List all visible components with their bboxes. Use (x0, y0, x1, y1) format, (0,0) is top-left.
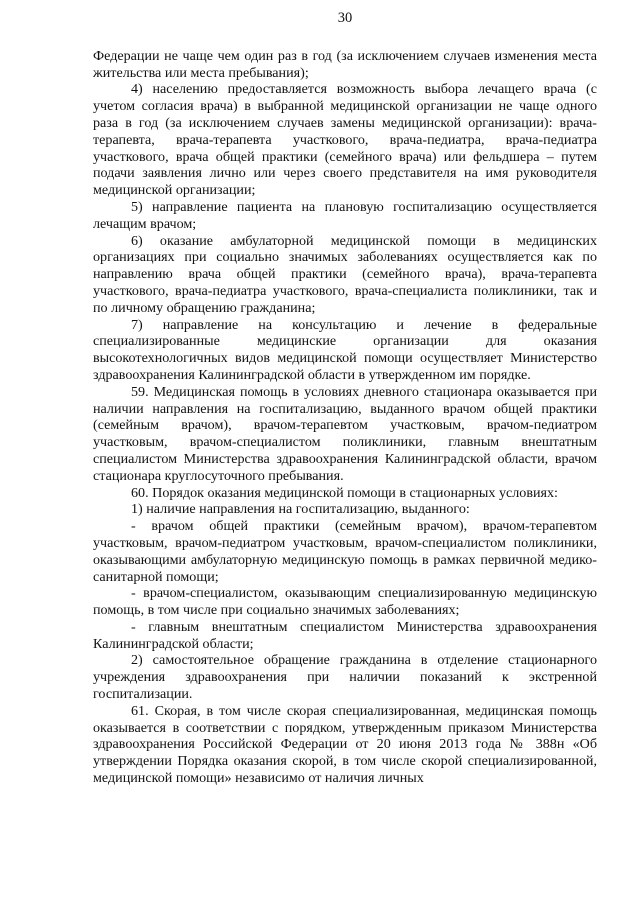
paragraph-item-5: 5) направление пациента на плановую госпитализацию осуществляется лечащим врачом; (93, 198, 597, 232)
paragraph-section-60-item-1: 1) наличие направления на госпитализацию, выданного: (131, 501, 470, 518)
paragraph-dash-item-3: - главным внештатным специалистом Министерства здравоохранения Калининградской области; (93, 618, 597, 652)
paragraph-section-59: 59. Медицинская помощь в условиях дневного стационара оказывается при наличии направления на госпитализацию, выданного врачом общей практики (семейным врачом), врачом-терапевтом участковым, врачом-педиатром участковым, врачом-специалистом поликлиники, главным внештатным специалистом Министерства здравоохранения Калининградской области, врачом стационара круглосуточного пребывания. (93, 383, 597, 484)
paragraph-item-4: 4) населению предоставляется возможность выбора лечащего врача (с учетом согласия врача) в выбранной медицинской организации не чаще одного раза в год (за исключением случаев замены медицинской организации): врача-терапевта, врача-терапевта участкового, врача-педиатра, врача-педиатра участкового, врача общей практики (семейного врача) или фельдшера – путем подачи заявления лично или через своего представителя на имя руководителя медицинской организации; (93, 81, 597, 199)
paragraph-section-60: 60. Порядок оказания медицинской помощи в стационарных условиях: (131, 484, 558, 501)
paragraph-item-7: 7) направление на консультацию и лечение в федеральные специализированные медицинские организации для оказания высокотехнологичных видов медицинской помощи осуществляет Министерство здравоохранения Калининградской области в утвержденном им порядке. (93, 316, 597, 383)
page-number: 30 (337, 10, 353, 26)
paragraph-section-60-item-2: 2) самостоятельное обращение гражданина в отделение стационарного учреждения здравоохранения при наличии показаний к экстренной госпитализации. (93, 652, 597, 703)
paragraph-dash-item-2: - врачом-специалистом, оказывающим специализированную медицинскую помощь, в том числе при социально значимых заболеваниях; (93, 585, 597, 619)
paragraph-continuation: Федерации не чаще чем один раз в год (за исключением случаев изменения места жительства или места пребывания); (93, 47, 597, 81)
paragraph-dash-item-1: - врачом общей практики (семейным врачом), врачом-терапевтом участковым, врачом-педиатром участковым, врачом-специалистом поликлиники, оказывающими амбулаторную медицинскую помощь в рамках первичной медико-санитарной помощи; (93, 518, 597, 585)
paragraph-section-61: 61. Скорая, в том числе скорая специализированная, медицинская помощь оказывается в соответствии с порядком, утвержденным приказом Министерства здравоохранения Российской Федерации от 20 июня 2013 года № 388н «Об утверждении Порядка оказания скорой, в том числе скорой специализированной, медицинской помощи» независимо от наличия личных (93, 702, 597, 787)
document-page (93, 10, 597, 787)
paragraph-item-6: 6) оказание амбулаторной медицинской помощи в медицинских организациях при социально значимых заболеваниях осуществляется как по направлению врача общей практики (семейного врача), врача-терапевта участкового, врача-педиатра участкового, врача-специалиста поликлиники, так и по личному обращению гражданина; (93, 232, 597, 316)
